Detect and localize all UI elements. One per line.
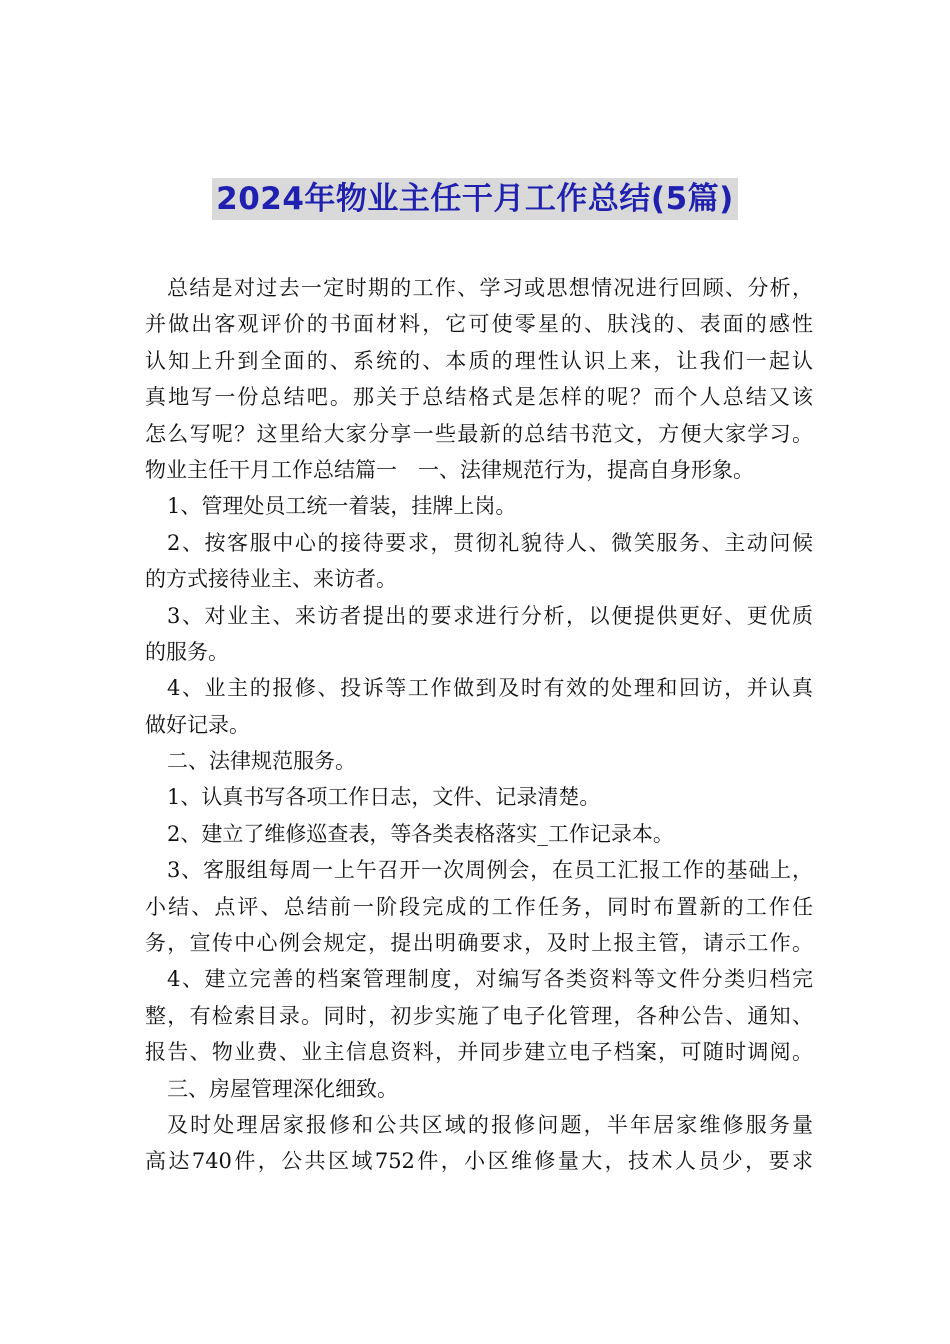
paragraph-line: 3、客服组每周一上午召开一次周例会，在员工汇报工作的基础上， [167, 858, 813, 883]
paragraph-line: 4、业主的报修、投诉等工作做到及时有效的处理和回访，并认真 [167, 676, 813, 701]
paragraph-line: 的服务。 [145, 639, 229, 664]
paragraph-line: 真地写一份总结吧。那关于总结格式是怎样的呢？而个人总结又该 [145, 385, 813, 410]
paragraph-line: 2、按客服中心的接待要求，贯彻礼貌待人、微笑服务、主动问候 [167, 530, 813, 555]
paragraph-line: 4、建立完善的档案管理制度，对编写各类资料等文件分类归档完 [167, 967, 813, 992]
paragraph-line: 怎么写呢？这里给大家分享一些最新的总结书范文，方便大家学习。 [145, 421, 813, 446]
document-title: 2024年物业主任干月工作总结(5篇) [212, 178, 738, 220]
paragraph-line: 认知上升到全面的、系统的、本质的理性认识上来，让我们一起认 [145, 348, 813, 373]
paragraph-line: 做好记录。 [145, 712, 250, 737]
paragraph-line: 1、管理处员工统一着装，挂牌上岗。 [167, 494, 517, 519]
section-heading: 二、法律规范服务。 [167, 749, 356, 774]
paragraph-line: 物业主任干月工作总结篇一 一、法律规范行为，提高自身形象。 [145, 457, 754, 482]
paragraph-line: 务，宣传中心例会规定，提出明确要求，及时上报主管，请示工作。 [145, 931, 813, 956]
paragraph-line: 总结是对过去一定时期的工作、学习或思想情况进行回顾、分析， [167, 276, 813, 300]
paragraph-line: 并做出客观评价的书面材料，它可使零星的、肤浅的、表面的感性 [145, 312, 813, 337]
section-heading: 三、房屋管理深化细致。 [167, 1076, 398, 1101]
document-body [145, 270, 813, 1180]
paragraph-line: 高达740件，公共区域752件，小区维修量大，技术人员少，要求 [145, 1149, 813, 1174]
paragraph-line: 报告、物业费、业主信息资料，并同步建立电子档案，可随时调阅。 [145, 1040, 813, 1065]
paragraph-line: 及时处理居家报修和公共区域的报修问题，半年居家维修服务量 [167, 1112, 813, 1137]
paragraph-line: 的方式接待业主、来访者。 [145, 567, 397, 592]
paragraph-line: 2、建立了维修巡查表，等各类表格落实_工作记录本。 [167, 821, 674, 846]
paragraph-line: 整，有检索目录。同时，初步实施了电子化管理，各种公告、通知、 [145, 1003, 813, 1028]
paragraph-line: 小结、点评、总结前一阶段完成的工作任务，同时布置新的工作任 [145, 894, 813, 919]
title-container [0, 178, 950, 220]
paragraph-line: 1、认真书写各项工作日志，文件、记录清楚。 [167, 785, 601, 810]
paragraph-line: 3、对业主、来访者提出的要求进行分析，以便提供更好、更优质 [167, 603, 813, 628]
